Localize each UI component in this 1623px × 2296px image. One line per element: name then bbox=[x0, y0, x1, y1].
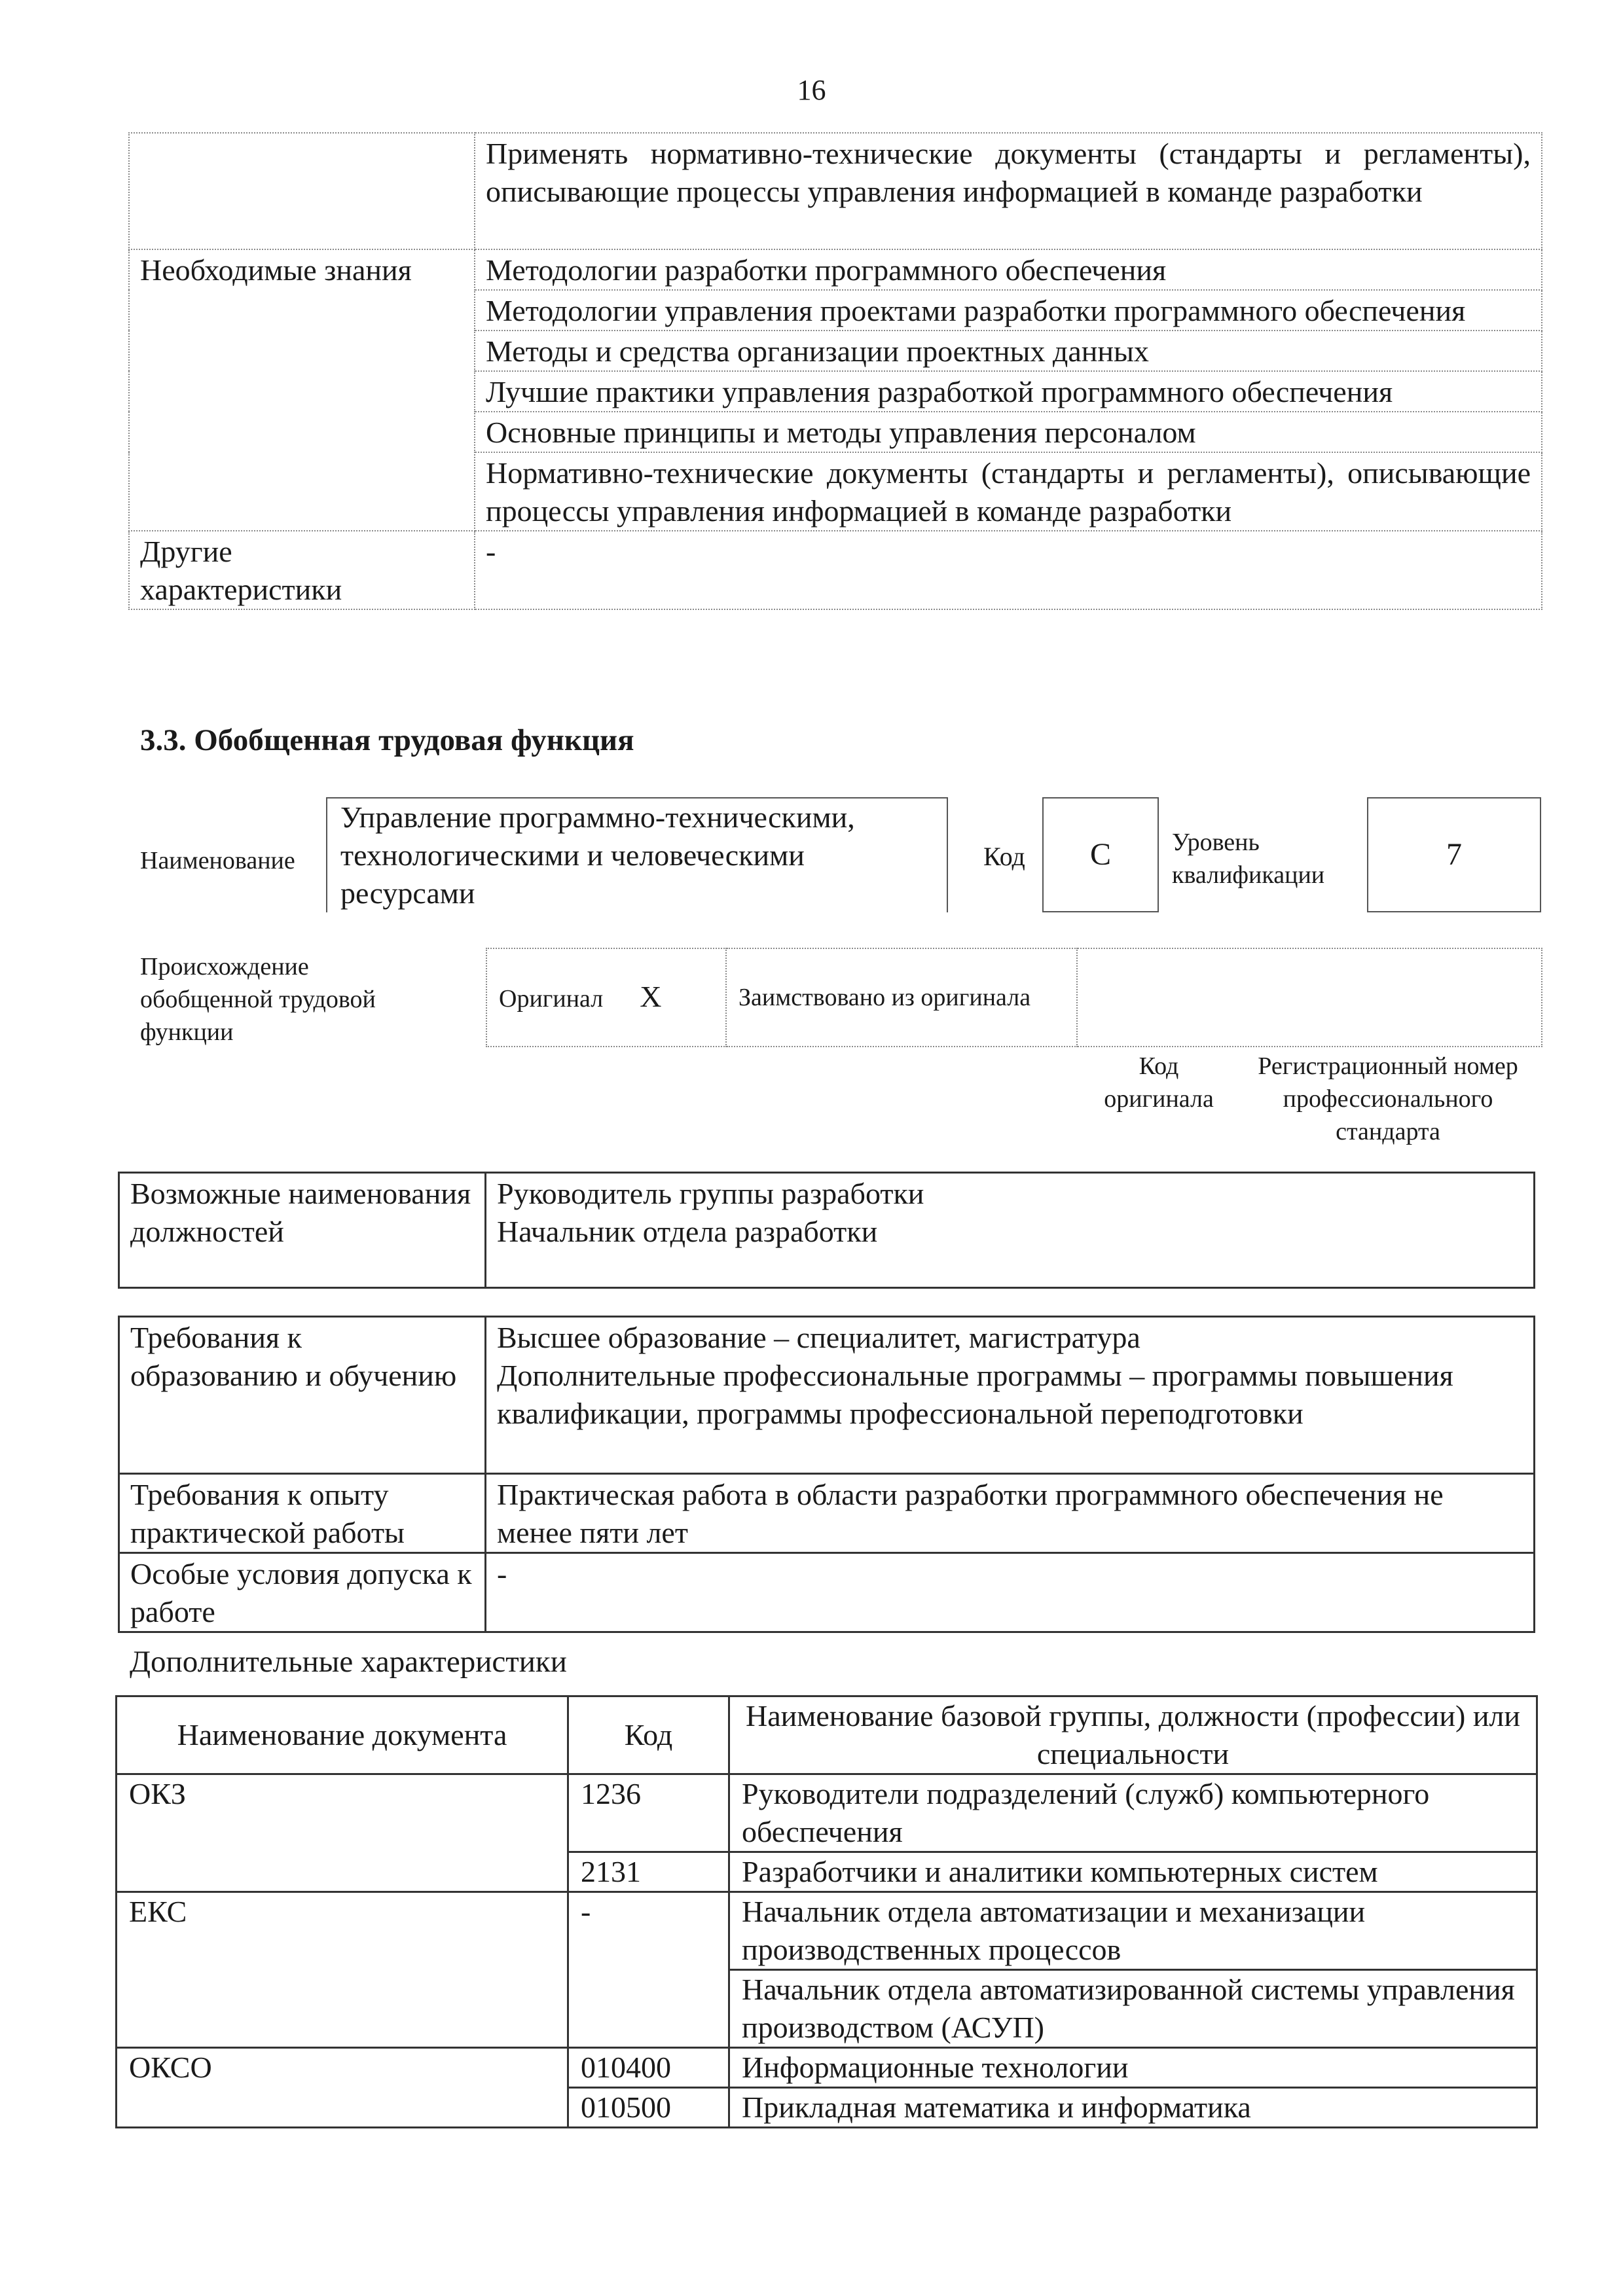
position-item: Руководитель группы разработки bbox=[497, 1177, 924, 1210]
requirement-label: Особые условия допуска к работе bbox=[119, 1553, 486, 1632]
name-cell: Прикладная математика и информатика bbox=[729, 2088, 1537, 2128]
knowledge-item: Методологии разработки программного обеспечения bbox=[475, 249, 1542, 290]
knowledge-label: Необходимые знания bbox=[129, 249, 475, 531]
empty-label-cell bbox=[129, 133, 475, 249]
knowledge-item: Лучшие практики управления разработкой программного обеспечения bbox=[475, 371, 1542, 412]
section-heading: 3.3. Обобщенная трудовая функция bbox=[140, 723, 634, 757]
registration-cell bbox=[1077, 948, 1542, 1047]
requirement-label: Требования к образованию и обучению bbox=[119, 1317, 486, 1474]
knowledge-item: Методы и средства организации проектных данных bbox=[475, 331, 1542, 371]
requirement-label: Требования к опыту практической работы bbox=[119, 1474, 486, 1553]
skill-cell: Применять нормативно-технические документы (стандарты и регламенты), описывающие процессы управления информацией в команде разработки bbox=[475, 133, 1542, 249]
header-name: Наименование базовой группы, должности (профессии) или специальности bbox=[729, 1696, 1537, 1774]
requirement-value: Высшее образование – специалитет, магистратура Дополнительные профессиональные программы – программы повышения квалификации, программы профессиональной переподготовки bbox=[486, 1317, 1535, 1474]
code-cell: - bbox=[568, 1892, 729, 2048]
level-label: Уровень квалификации bbox=[1172, 829, 1325, 889]
code-label: Код bbox=[983, 842, 1025, 871]
knowledge-item: Основные принципы и методы управления персоналом bbox=[475, 412, 1542, 452]
other-value: - bbox=[475, 531, 1542, 609]
requirements-table bbox=[118, 1316, 1535, 1633]
additional-table bbox=[115, 1695, 1538, 2128]
name-value: Управление программно-техническими, технологическими и человеческими ресурсами bbox=[340, 800, 855, 910]
registration-caption: Регистрационный номер профессионального стандарта bbox=[1258, 1052, 1518, 1145]
level-value: 7 bbox=[1446, 837, 1462, 872]
skills-knowledge-table bbox=[128, 132, 1542, 610]
name-label: Наименование bbox=[140, 847, 295, 874]
position-item: Начальник отдела разработки bbox=[497, 1215, 878, 1248]
page-number: 16 bbox=[797, 74, 826, 106]
knowledge-item: Нормативно-технические документы (стандарты и регламенты), описывающие процессы управления информацией в команде разработки bbox=[475, 452, 1542, 531]
additional-title: Дополнительные характеристики bbox=[130, 1645, 567, 1679]
positions-label: Возможные наименования должностей bbox=[119, 1173, 486, 1288]
name-cell: Разработчики и аналитики компьютерных систем bbox=[729, 1852, 1537, 1892]
origin-table bbox=[486, 948, 1542, 1047]
requirement-value: Практическая работа в области разработки программного обеспечения не менее пяти лет bbox=[486, 1474, 1535, 1553]
positions-table bbox=[118, 1172, 1535, 1289]
other-label: Другие характеристики bbox=[129, 531, 475, 609]
header-code: Код bbox=[568, 1696, 729, 1774]
doc-eks: ЕКС bbox=[117, 1892, 568, 2048]
original-cell: Оригинал X bbox=[486, 948, 726, 1047]
doc-okz: ОКЗ bbox=[117, 1774, 568, 1892]
name-cell: Начальник отдела автоматизированной системы управления производством (АСУП) bbox=[729, 1970, 1537, 2048]
origin-label: Происхождение обобщенной трудовой функции bbox=[140, 953, 376, 1046]
code-cell: 2131 bbox=[568, 1852, 729, 1892]
code-value: C bbox=[1089, 837, 1111, 872]
doc-okso: ОКСО bbox=[117, 2048, 568, 2128]
header-document: Наименование документа bbox=[117, 1696, 568, 1774]
code-cell: 1236 bbox=[568, 1774, 729, 1852]
name-cell: Начальник отдела автоматизации и механизации производственных процессов bbox=[729, 1892, 1537, 1970]
code-cell: 010400 bbox=[568, 2048, 729, 2088]
code-original-caption: Код оригинала bbox=[1104, 1052, 1214, 1113]
name-cell: Информационные технологии bbox=[729, 2048, 1537, 2088]
original-mark: X bbox=[640, 979, 662, 1013]
knowledge-item: Методологии управления проектами разработки программного обеспечения bbox=[475, 290, 1542, 331]
name-cell: Руководители подразделений (служб) компьютерного обеспечения bbox=[729, 1774, 1537, 1852]
borrowed-cell: Заимствовано из оригинала bbox=[726, 948, 1077, 1047]
positions-values bbox=[486, 1173, 1535, 1288]
code-cell: 010500 bbox=[568, 2088, 729, 2128]
requirement-value: - bbox=[486, 1553, 1535, 1632]
